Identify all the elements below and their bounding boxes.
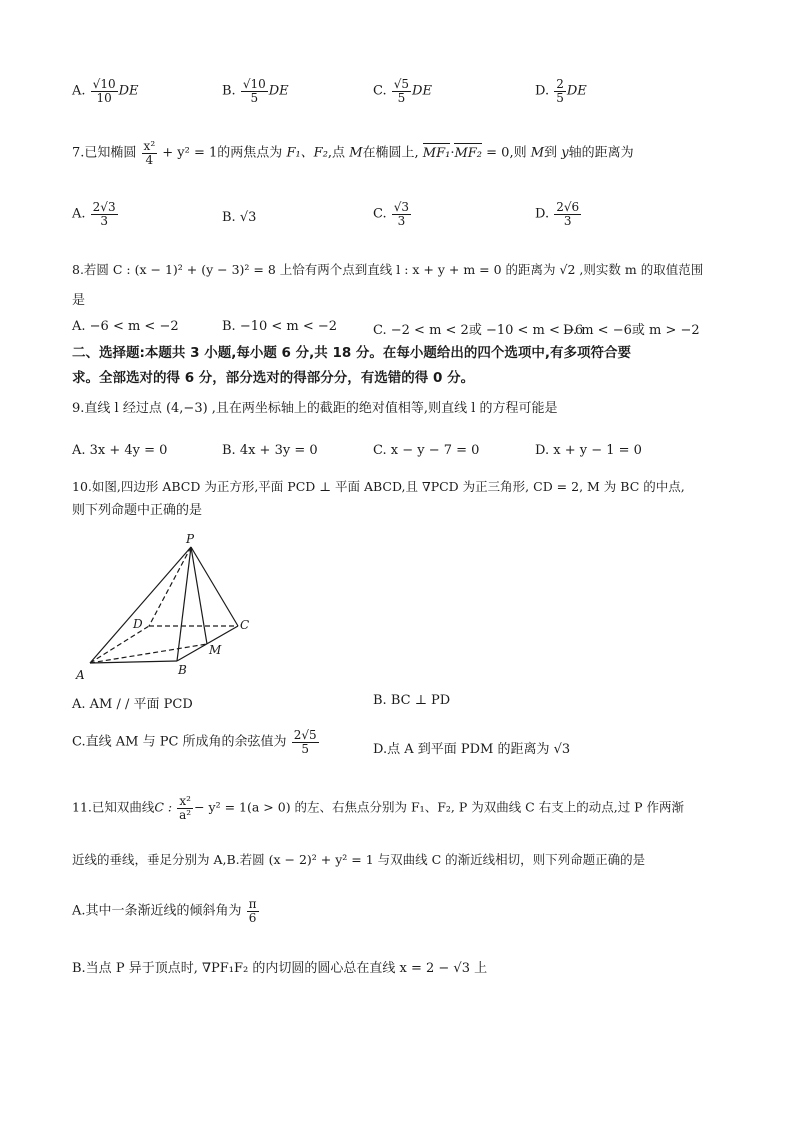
q9-stem: 9.直线 l 经过点 (4,−3) ,且在两坐标轴上的截距的绝对值相等,则直线 l 的方程可能是 xyxy=(72,401,558,416)
q8-stem-cont: 是 xyxy=(72,293,86,308)
q10-stem: 10.如图,四边形 ABCD 为正方形,平面 PCD ⊥ 平面 ABCD,且 ∇PCD 为正三角形, CD = 2, M 为 BC 的中点, xyxy=(72,479,685,494)
vertex-label-p: P xyxy=(186,532,195,546)
q10-option-a[interactable]: A. AM / / 平面 PCD xyxy=(72,697,193,712)
q7-stem: 7.已知椭圆 $\frac{\text{x²}}{4}$ + y² = 1的两焦点为 F₁、F₂,点 M在椭圆上, MF₁·MF₂ = 0,则 M到 y轴的距离为 xyxy=(72,139,634,167)
q7-option-c[interactable]: C. $\frac{√3}{3}$ xyxy=(373,200,410,228)
q10-option-d[interactable]: D.点 A 到平面 PDM 的距离为 √3 xyxy=(373,742,571,757)
vertex-label-d: D xyxy=(133,617,143,631)
q6-option-c[interactable]: C. $\frac{√5}{5}$ DE xyxy=(373,77,432,105)
edge-pb xyxy=(177,547,191,661)
q9-option-c[interactable]: C. x − y − 7 = 0 xyxy=(373,443,480,458)
q8-option-d[interactable]: D. m < −6或 m > −2 xyxy=(563,323,700,338)
q8-stem: 8.若圆 C : (x − 1)² + (y − 3)² = 8 上恰有两个点到直线 l : x + y + m = 0 的距离为 √2 ,则实数 m 的取值范围 xyxy=(72,262,704,277)
section-2-heading: 二、选择题:本题共 3 小题,每小题 6 分,共 18 分。在每小题给出的四个选项中,有多项符合要 xyxy=(72,345,632,361)
q10-option-c[interactable]: C.直线 AM 与 PC 所成角的余弦值为 $\frac{2√5}{5}$ xyxy=(72,728,317,756)
vertex-label-b: B xyxy=(178,663,187,677)
q8-option-c[interactable]: C. −2 < m < 2或 −10 < m < −6 xyxy=(373,323,584,338)
q7-option-b[interactable]: B. √3 xyxy=(222,210,257,225)
section-2-heading-cont: 求。全部选对的得 6 分，部分选对的得部分分，有选错的得 0 分。 xyxy=(72,370,475,386)
edge-pa xyxy=(90,547,191,663)
q9-option-a[interactable]: A. 3x + 4y = 0 xyxy=(72,443,168,458)
vertex-label-m: M xyxy=(209,643,222,657)
q10-stem-cont: 则下列命题中正确的是 xyxy=(72,503,203,518)
q10-option-b[interactable]: B. BC ⊥ PD xyxy=(373,693,451,708)
q8-option-b[interactable]: B. −10 < m < −2 xyxy=(222,319,338,334)
vertex-label-c: C xyxy=(240,618,250,632)
q11-stem: 11.已知双曲线C : $\frac{\text{x²}}{\text{a²}}$ − y² = 1(a > 0) 的左、右焦点分别为 F₁、F₂, P 为双曲线 C 右支上的动点,过 P 作两渐 xyxy=(72,794,685,822)
q11-option-a[interactable]: A.其中一条渐近线的倾斜角为 $\frac{\pi}{6}$ xyxy=(72,897,257,925)
q9-option-b[interactable]: B. 4x + 3y = 0 xyxy=(222,443,318,458)
q7-option-a[interactable]: A. $\frac{2√3}{3}$ xyxy=(72,200,116,228)
q6-option-b[interactable]: B. $\frac{√10}{5}$ DE xyxy=(222,77,289,105)
q9-option-d[interactable]: D. x + y − 1 = 0 xyxy=(535,443,642,458)
q11-stem-cont: 近线的垂线，垂足分别为 A,B.若圆 (x − 2)² + y² = 1 与双曲线 C 的渐近线相切，则下列命题正确的是 xyxy=(72,852,646,867)
q6-option-d[interactable]: D. $\frac{2}{5}$ DE xyxy=(535,77,587,105)
q6-option-a[interactable]: A. $\frac{√10}{10}$ DE xyxy=(72,77,139,105)
q11-option-b[interactable]: B.当点 P 异于顶点时, ∇PF₁F₂ 的内切圆的圆心总在直线 x = 2 − √3 上 xyxy=(72,961,488,976)
edge-ab xyxy=(90,661,177,663)
pyramid-figure xyxy=(70,530,270,685)
edge-ad xyxy=(90,626,149,663)
q8-option-a[interactable]: A. −6 < m < −2 xyxy=(72,319,179,334)
q7-option-d[interactable]: D. $\frac{2√6}{3}$ xyxy=(535,200,580,228)
vertex-label-a: A xyxy=(76,668,85,682)
edge-pd xyxy=(149,547,191,626)
